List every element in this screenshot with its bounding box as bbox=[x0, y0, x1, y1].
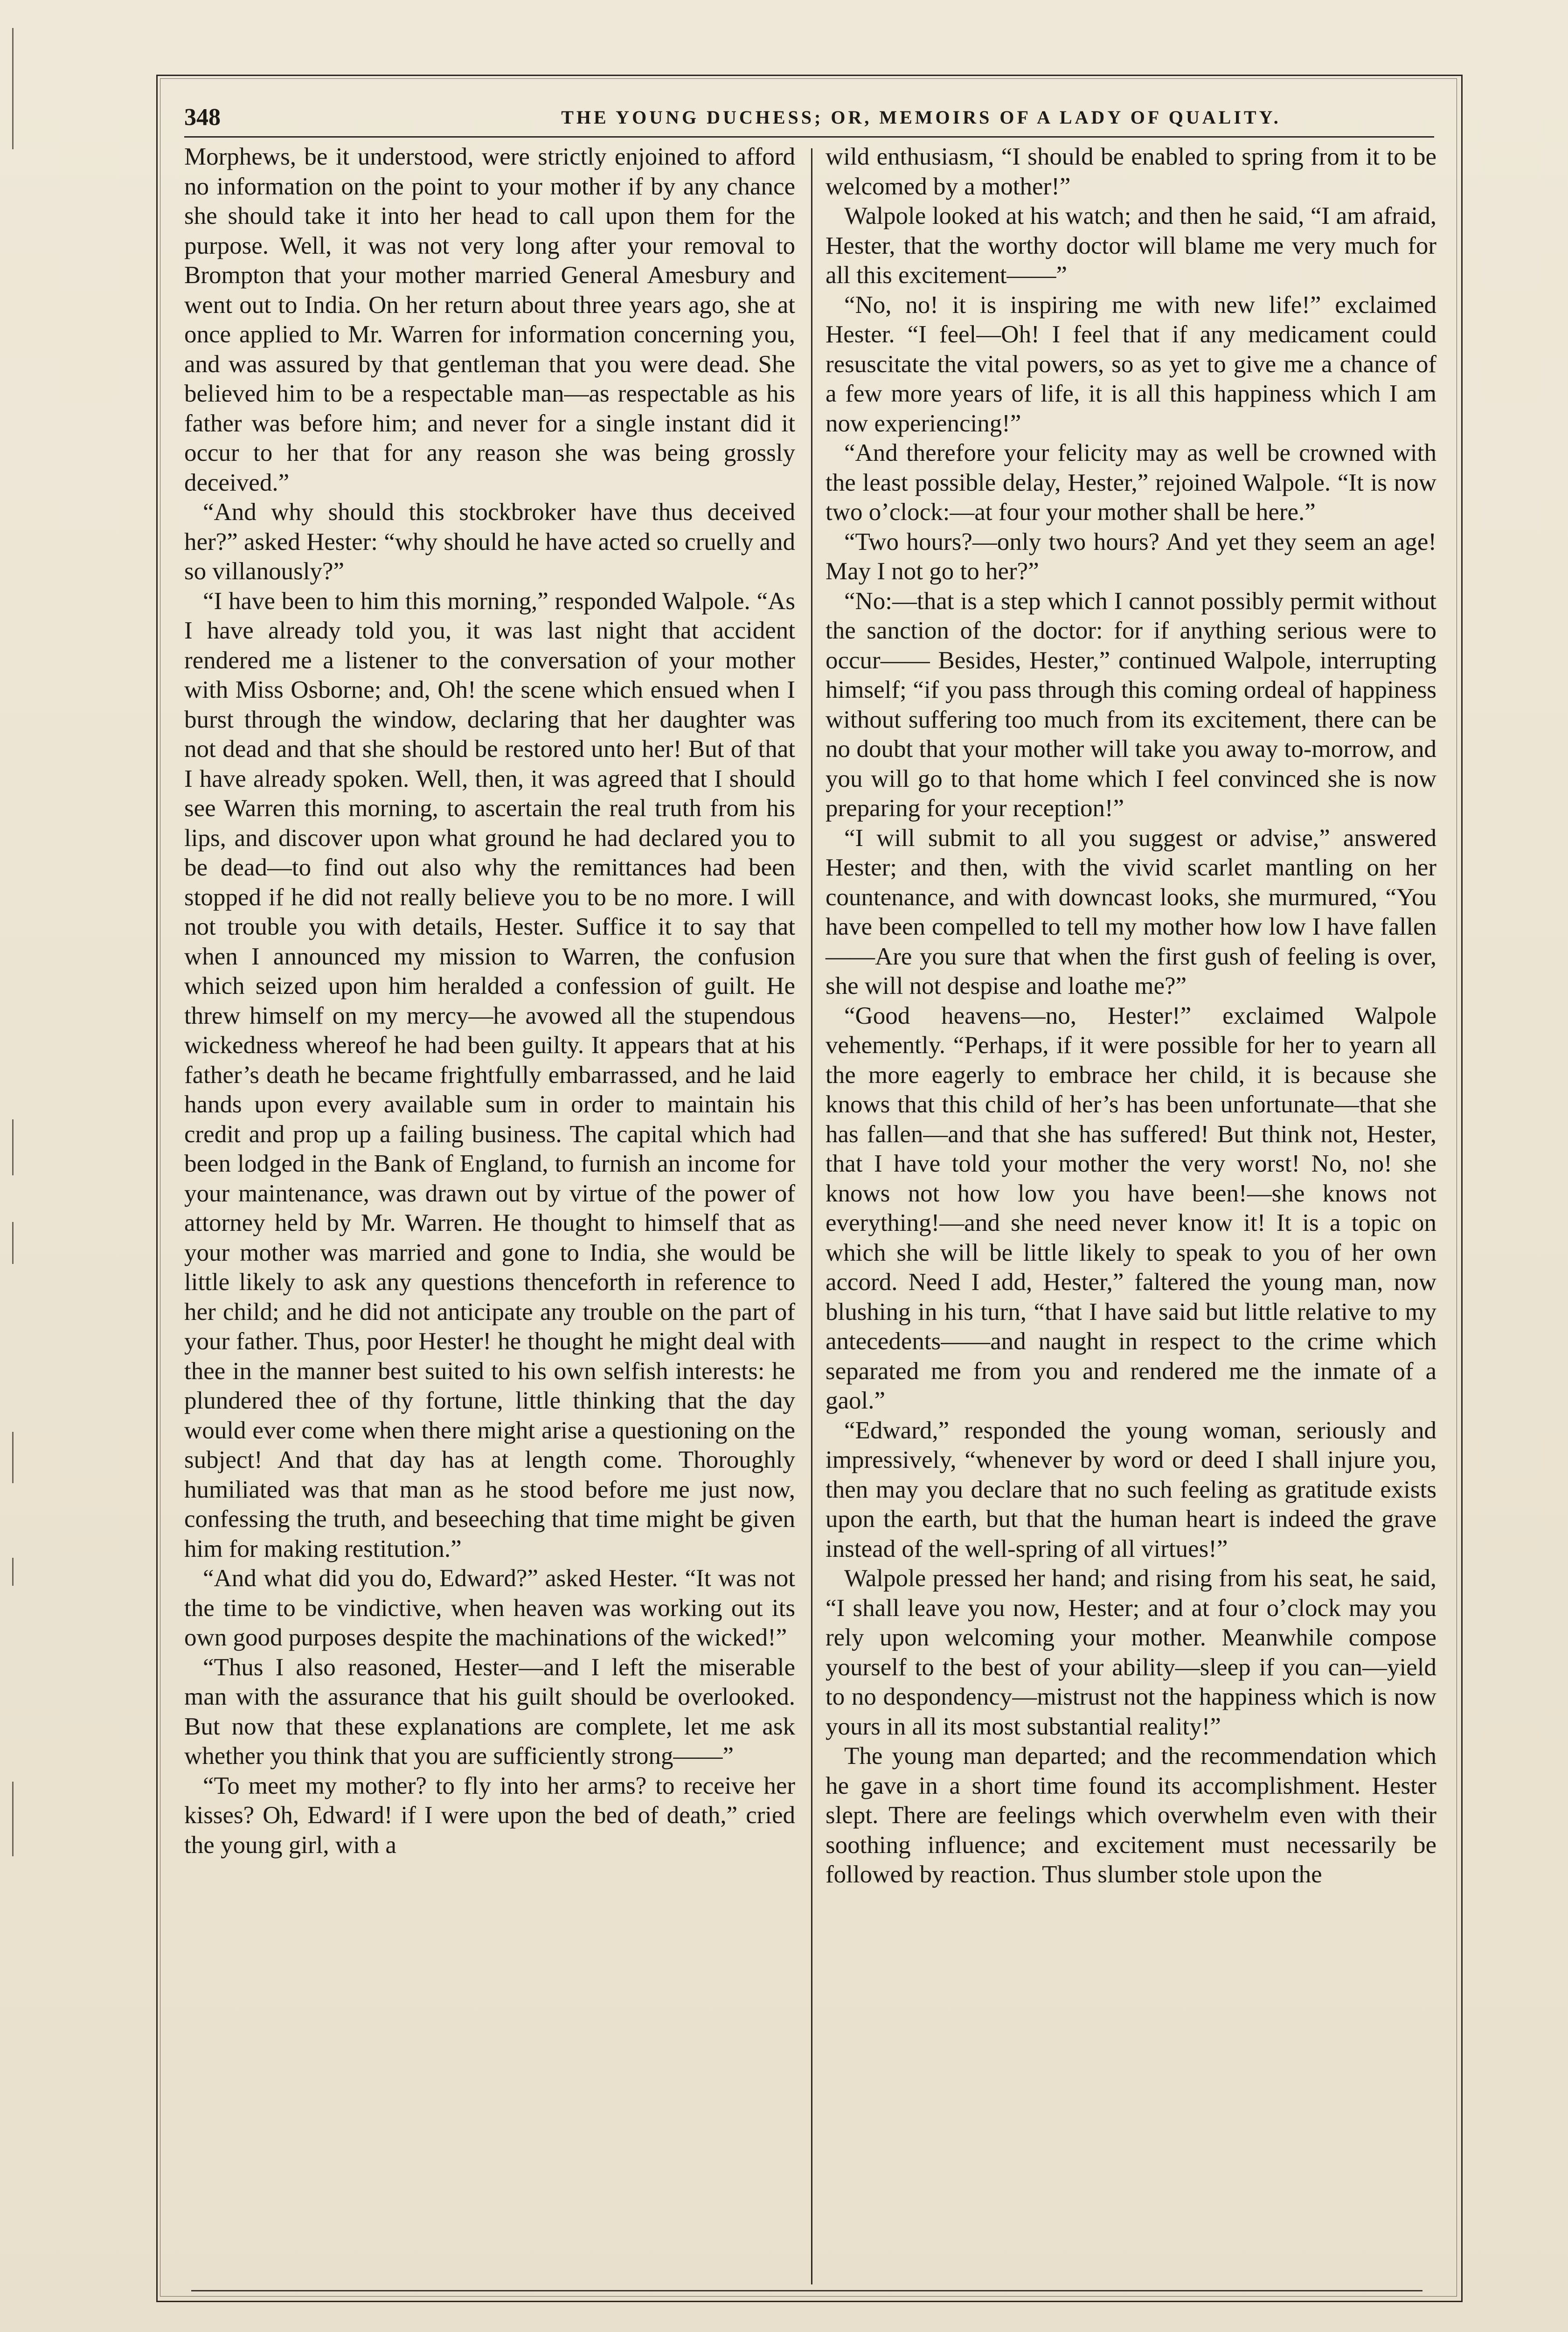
footer-rule bbox=[191, 2290, 1422, 2291]
paragraph: “I will submit to all you suggest or advise,” answered Hester; and then, with the vivid scarlet mantling on her countenance, and with downcast looks, she murmured, “You have been compelled to tell my mother how low I have fallen——Are you sure that when the first gush of feeling is over, she will not despise and loathe me?” bbox=[826, 824, 1436, 999]
paragraph: Morphews, be it understood, were strictly enjoined to afford no information on the point to your mother if by any chance she should take it into her head to call upon them for the purpose. Well, it was not very long after your removal to Brompton that your mother married General Amesbury and went out to India. On her return about three years ago, she at once applied to Mr. Warren for information concerning you, and was assured by that gentleman that you were dead. She believed him to be a respectable man—as respectable as his father was before him; and never for a single instant did it occur to her that for any reason she was being grossly deceived.” bbox=[184, 143, 795, 496]
right-column bbox=[826, 142, 1436, 1890]
page-number: 348 bbox=[184, 104, 221, 131]
header-rule bbox=[184, 136, 1434, 138]
paragraph: “And what did you do, Edward?” asked Hester. “It was not the time to be vindictive, when heaven was working out its own good purposes despite the machinations of the wicked!” bbox=[184, 1565, 795, 1651]
paragraph: “To meet my mother? to fly into her arms? to receive her kisses? Oh, Edward! if I were upon the bed of death,” cried the young girl, with a bbox=[184, 1772, 795, 1859]
left-column bbox=[184, 142, 795, 1860]
running-title: THE YOUNG DUCHESS; OR, MEMOIRS OF A LADY OF QUALITY. bbox=[561, 107, 1281, 128]
paragraph: “Edward,” responded the young woman, seriously and impressively, “whenever by word or deed I shall injure you, then may you declare that no such feeling as gratitude exists upon the earth, but that the human heart is indeed the grave instead of the well-spring of all virtues!” bbox=[826, 1416, 1436, 1562]
paragraph: “Good heavens—no, Hester!” exclaimed Walpole vehemently. “Perhaps, if it were possible for her to yearn all the more eagerly to embrace her child, it is because she knows that this child of her’s has been unfortunate—that she has fallen—and that she has suffered! But think not, Hester, that I have told your mother the very worst! No, no! she knows not how low you have been!—she knows not everything!—and she need never know it! It is a topic on which she will be little likely to speak to you of her own accord. Need I add, Hester,” faltered the young man, now blushing in his turn, “that I have said but little relative to my antecedents——and naught in respect to the crime which separated me from you and rendered me the inmate of a gaol.” bbox=[826, 1002, 1436, 1414]
paragraph: “No, no! it is inspiring me with new life!” exclaimed Hester. “I feel—Oh! I feel that if any medicament could resuscitate the vital powers, so as yet to give me a chance of a few more years of life, it is all this happiness which I am now experiencing!” bbox=[826, 291, 1436, 437]
paragraph: Walpole looked at his watch; and then he said, “I am afraid, Hester, that the worthy doctor will blame me very much for all this excitement——” bbox=[826, 202, 1436, 289]
paragraph: “And why should this stockbroker have thus deceived her?” asked Hester: “why should he have acted so cruelly and so villanously?” bbox=[184, 499, 795, 585]
paragraph: Walpole pressed her hand; and rising from his seat, he said, “I shall leave you now, Hester; and at four o’clock may you rely upon welcoming your mother. Meanwhile compose yourself to the best of your ability—sleep if you can—yield to no despondency—mistrust not the happiness which is now yours in all its most substantial reality!” bbox=[826, 1565, 1436, 1740]
paragraph: “No:—that is a step which I cannot possibly permit without the sanction of the doctor: for if anything serious were to occur—— Besides, Hester,” continued Walpole, interrupting himself; “if you pass through this coming ordeal of happiness without suffering too much from its excitement, there can be no doubt that your mother will take you away to-morrow, and you will go to that home which I feel convinced she is now preparing for your reception!” bbox=[826, 587, 1436, 822]
column-divider bbox=[811, 148, 812, 2284]
scan-margin-marks bbox=[3, 9, 31, 2332]
paragraph: “Two hours?—only two hours? And yet they seem an age! May I not go to her?” bbox=[826, 528, 1436, 585]
paragraph: “I have been to him this morning,” responded Walpole. “As I have already told you, it was last night that accident rendered me a listener to the conversation of your mother with Miss Osborne; and, Oh! the scene which ensued when I burst through the window, declaring that her daughter was not dead and that she should be restored unto her! But of that I have already spoken. Well, then, it was agreed that I should see Warren this morning, to ascertain the real truth from his lips, and discover upon what ground he had declared you to be dead—to find out also why the remittances had been stopped if he did not really believe you to be no more. I will not trouble you with details, Hester. Suffice it to say that when I announced my mission to Warren, the confusion which seized upon him heralded a confession of guilt. He threw himself on my mercy—he avowed all the stupendous wickedness whereof he had been guilty. It appears that at his father’s death he became frightfully embarrassed, and he laid hands upon every available sum in order to maintain his credit and prop up a failing business. The capital which had been lodged in the Bank of England, to furnish an income for your maintenance, was drawn out by virtue of the power of attorney held by Mr. Warren. He thought to himself that as your mother was married and gone to India, she would be little likely to ask any questions thenceforth in reference to her child; and he did not anticipate any trouble on the part of your father. Thus, poor Hester! he thought he might deal with thee in the manner best suited to his own selfish interests: he plundered thee of thy fortune, little thinking that the day would ever come when there might arise a questioning on the subject! And that day has at length come. Thoroughly humiliated was that man as he stood before me just now, confessing the truth, and beseeching that time might be given him for making restitution.” bbox=[184, 587, 795, 1562]
paragraph: “And therefore your felicity may as well be crowned with the least possible delay, Hester,” rejoined Walpole. “It is now two o’clock:—at four your mother shall be here.” bbox=[826, 439, 1436, 526]
page-header bbox=[184, 104, 1434, 132]
paragraph: “Thus I also reasoned, Hester—and I left the miserable man with the assurance that his guilt should be overlooked. But now that these explanations are complete, let me ask whether you think that you are sufficiently strong——” bbox=[184, 1653, 795, 1770]
paragraph: The young man departed; and the recommendation which he gave in a short time found its accomplishment. Hester slept. There are feelings which overwhelm even with their soothing influence; and excitement must necessarily be followed by reaction. Thus slumber stole upon the bbox=[826, 1742, 1436, 1888]
paragraph: wild enthusiasm, “I should be enabled to spring from it to be welcomed by a mother!” bbox=[826, 143, 1436, 200]
